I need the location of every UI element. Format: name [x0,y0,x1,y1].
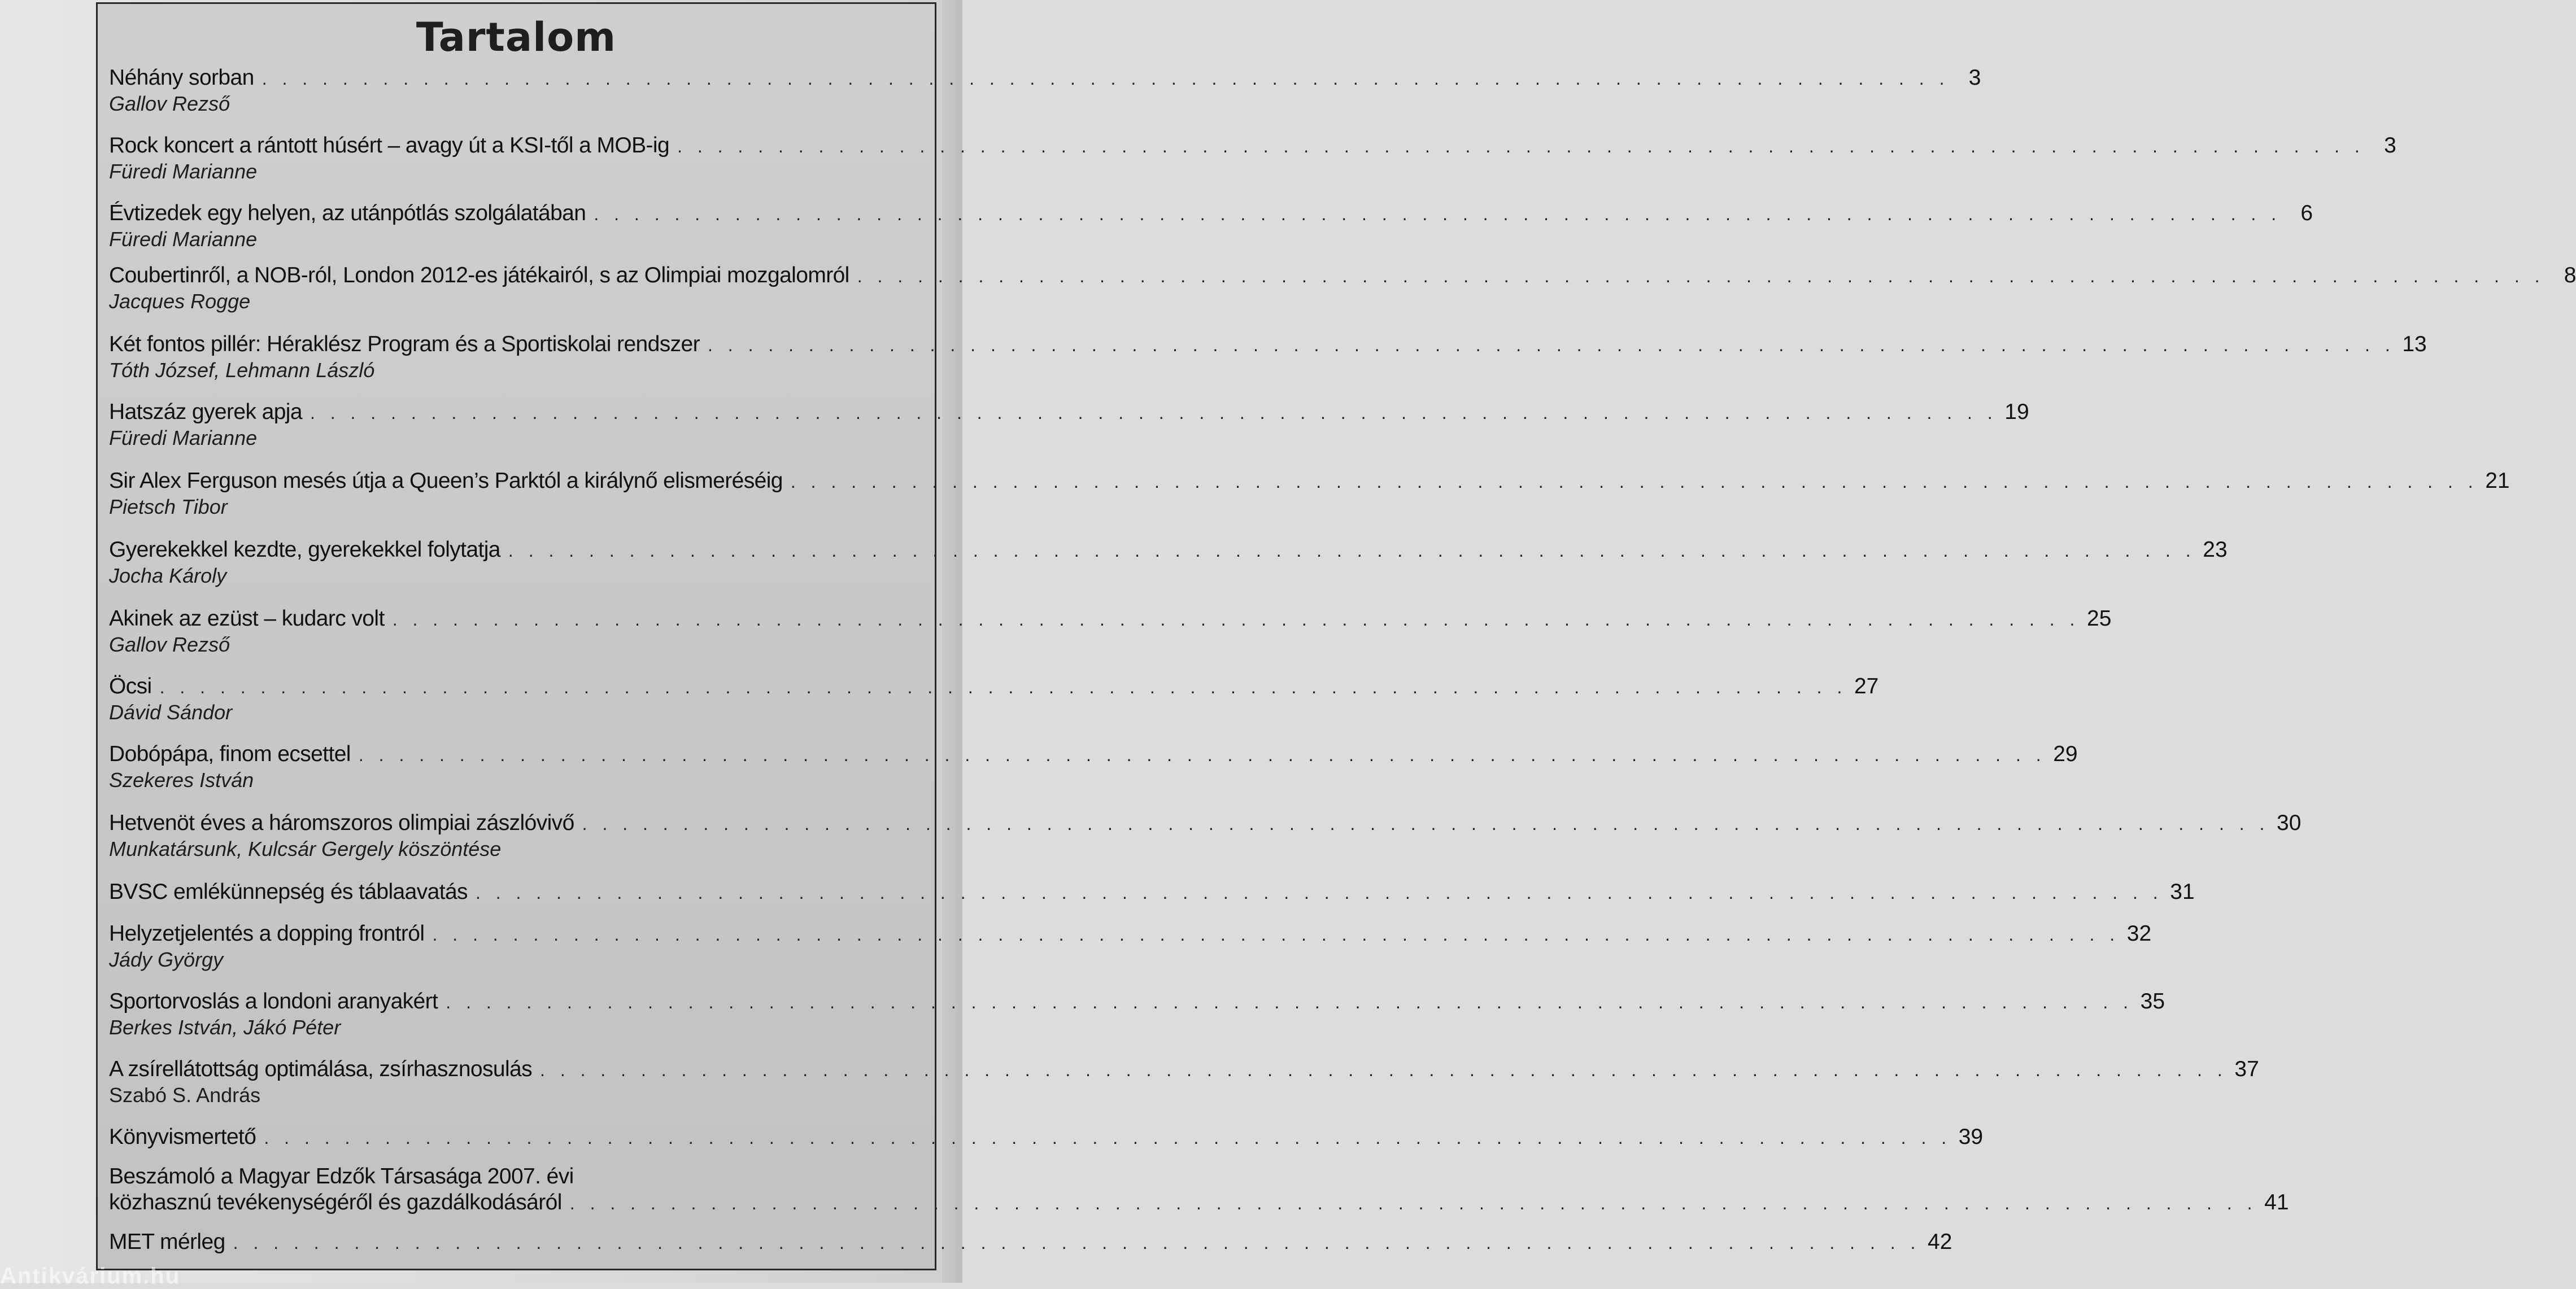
entry-author: Munkatársunk, Kulcsár Gergely köszöntése [109,837,502,860]
toc-entry [109,1124,1984,1151]
entry-title-line-2: közhasznú tevékenységéről és gazdálkodásáról [109,1190,562,1214]
entry-author: Jacques Rogge [109,290,251,313]
entry-title: Könyvismertető [109,1125,256,1149]
toc-entry [109,399,2029,451]
page-number: 21 [2485,469,2510,493]
entry-author: Pietsch Tibor [109,495,228,518]
toc-entry [109,65,1981,116]
entry-author: Dávid Sándor [109,701,233,724]
page-number: 37 [2234,1057,2259,1081]
page-number: 35 [2140,989,2165,1013]
entry-title: BVSC emlékünnepség és táblaavatás [109,880,468,904]
dot-leader: . . . . . . . . . . . . . . . . . . . . . . . . . . . . . . . . . . . . . . . . . . . . . . . . . . . . . . . . . . . . . . . . . . . . . . . . . . . . . . . . . . . . [233,1233,1921,1253]
toc-title: Tartalom [416,14,617,60]
dot-leader: . . . . . . . . . . . . . . . . . . . . . . . . . . . . . . . . . . . . . . . . . . . . . . . . . . . . . . . . . . . . . . . . . . . . . . . . . . . . . . . . . . . . [508,540,2196,561]
dot-leader: . . . . . . . . . . . . . . . . . . . . . . . . . . . . . . . . . . . . . . . . . . . . . . . . . . . . . . . . . . . . . . . . . . . . . . . . . . . . . . . . . . . . [677,136,2365,156]
toc-entry [109,921,2152,972]
page-number: 30 [2277,811,2302,835]
dot-leader: . . . . . . . . . . . . . . . . . . . . . . . . . . . . . . . . . . . . . . . . . . . . . . . . . . . . . . . . . . . . . . . . . . . . . . . . . . . . . . . . . . . . [159,677,1847,697]
toc-entry [109,331,2427,383]
entry-title: Évtizedek egy helyen, az utánpótlás szolgálatában [109,201,586,225]
entry-title: A zsírellátottság optimálása, zsírhasznosulás [109,1057,533,1081]
watermark: Antikvárium.hu [0,1264,181,1288]
page-number: 13 [2402,332,2427,356]
entry-title: Hatszáz gyerek apja [109,400,302,424]
entry-title: Akinek az ezüst – kudarc volt [109,606,385,631]
page-number: 32 [2126,921,2152,946]
toc-entry [109,1164,2289,1216]
dot-leader: . . . . . . . . . . . . . . . . . . . . . . . . . . . . . . . . . . . . . . . . . . . . . . . . . . . . . . . . . . . . . . . . . . . . . . . . . . . . . . . . . . . . [392,609,2080,630]
dot-leader: . . . . . . . . . . . . . . . . . . . . . . . . . . . . . . . . . . . . . . . . . . . . . . . . . . . . . . . . . . . . . . . . . . . . . . . . . . . . . . . . . . . . [569,1193,2257,1213]
dot-leader: . . . . . . . . . . . . . . . . . . . . . . . . . . . . . . . . . . . . . . . . . . . . . . . . . . . . . . . . . . . . . . . . . . . . . . . . . . . . . . . . . . . . [857,266,2545,286]
page-number: 41 [2264,1190,2289,1214]
page-number: 3 [1968,65,1981,90]
entry-title: Néhány sorban [109,65,254,90]
dot-leader: . . . . . . . . . . . . . . . . . . . . . . . . . . . . . . . . . . . . . . . . . . . . . . . . . . . . . . . . . . . . . . . . . . . . . . . . . . . . . . . . . . . . [708,335,2395,355]
entry-author: Jády György [109,948,224,971]
toc-entry [109,133,2396,184]
entry-title: Öcsi [109,674,152,698]
toc-entry [109,263,2576,314]
page-number: 19 [2004,400,2029,424]
entry-title-line-1: Beszámoló a Magyar Edzők Társasága 2007. évi [109,1164,574,1188]
toc-entry [109,741,2078,793]
entry-author: Füredi Marianne [109,160,258,183]
entry-author: Jocha Károly [109,564,227,587]
toc-entry [109,1229,1952,1256]
entry-author: Gallov Rezső [109,633,230,656]
toc-entry [109,606,2112,657]
dot-leader: . . . . . . . . . . . . . . . . . . . . . . . . . . . . . . . . . . . . . . . . . . . . . . . . . . . . . . . . . . . . . . . . . . . . . . . . . . . . . . . . . . . . [790,471,2478,492]
page-number: 8 [2564,263,2576,287]
entry-title: Helyzetjelentés a dopping frontról [109,921,425,946]
page-number: 25 [2087,606,2112,631]
dot-leader: . . . . . . . . . . . . . . . . . . . . . . . . . . . . . . . . . . . . . . . . . . . . . . . . . . . . . . . . . . . . . . . . . . . . . . . . . . . . . . . . . . . . [261,68,1950,89]
page-number: 39 [1958,1125,1984,1149]
entry-title: Hetvenöt éves a háromszoros olimpiai zászlóvivő [109,811,574,835]
dot-leader: . . . . . . . . . . . . . . . . . . . . . . . . . . . . . . . . . . . . . . . . . . . . . . . . . . . . . . . . . . . . . . . . . . . . . . . . . . . . . . . . . . . . [264,1128,1952,1148]
entry-title: MET mérleg [109,1230,225,1254]
dot-leader: . . . . . . . . . . . . . . . . . . . . . . . . . . . . . . . . . . . . . . . . . . . . . . . . . . . . . . . . . . . . . . . . . . . . . . . . . . . . . . . . . . . . [310,403,1998,423]
page-number: 31 [2170,880,2195,904]
toc-entry [109,537,2228,588]
page-number: 23 [2203,538,2228,562]
entry-title: Sportorvoslás a londoni aranyakért [109,989,438,1013]
entry-author: Füredi Marianne [109,228,258,251]
toc-entry [109,1056,2259,1108]
dot-leader: . . . . . . . . . . . . . . . . . . . . . . . . . . . . . . . . . . . . . . . . . . . . . . . . . . . . . . . . . . . . . . . . . . . . . . . . . . . . . . . . . . . . [446,992,2134,1012]
entry-title: Két fontos pillér: Héraklész Program és a Sportiskolai rendszer [109,332,700,356]
entry-title: Rock koncert a rántott húsért – avagy út a KSI-től a MOB-ig [109,133,670,158]
entry-title: Coubertinről, a NOB-ról, London 2012-es játékairól, s az Olimpiai mozgalomról [109,263,849,287]
toc-entry [109,674,1879,725]
toc-entry [109,879,2195,906]
entry-author: Szabó S. András [109,1083,261,1107]
dot-leader: . . . . . . . . . . . . . . . . . . . . . . . . . . . . . . . . . . . . . . . . . . . . . . . . . . . . . . . . . . . . . . . . . . . . . . . . . . . . . . . . . . . . [594,204,2282,224]
entry-title: Dobópápa, finom ecsettel [109,742,351,766]
entry-author: Füredi Marianne [109,426,258,449]
toc-entry [109,468,2510,519]
page-number: 29 [2053,742,2078,766]
dot-leader: . . . . . . . . . . . . . . . . . . . . . . . . . . . . . . . . . . . . . . . . . . . . . . . . . . . . . . . . . . . . . . . . . . . . . . . . . . . . . . . . . . . . [475,882,2163,903]
toc-entry [109,200,2313,252]
page-number: 6 [2300,201,2313,225]
dot-leader: . . . . . . . . . . . . . . . . . . . . . . . . . . . . . . . . . . . . . . . . . . . . . . . . . . . . . . . . . . . . . . . . . . . . . . . . . . . . . . . . . . . . [358,745,2046,765]
table-of-contents [96,2,2576,1270]
dot-leader: . . . . . . . . . . . . . . . . . . . . . . . . . . . . . . . . . . . . . . . . . . . . . . . . . . . . . . . . . . . . . . . . . . . . . . . . . . . . . . . . . . . . [582,814,2270,834]
dot-leader: . . . . . . . . . . . . . . . . . . . . . . . . . . . . . . . . . . . . . . . . . . . . . . . . . . . . . . . . . . . . . . . . . . . . . . . . . . . . . . . . . . . . [432,924,2120,945]
toc-entry [109,989,2165,1040]
dot-leader: . . . . . . . . . . . . . . . . . . . . . . . . . . . . . . . . . . . . . . . . . . . . . . . . . . . . . . . . . . . . . . . . . . . . . . . . . . . . . . . . . . . . [540,1060,2228,1080]
toc-entry [109,810,2302,862]
entry-author: Szekeres István [109,768,254,792]
entry-title: Sir Alex Ferguson mesés útja a Queen’s Parktól a királynő elismeréséig [109,469,783,493]
page-number: 27 [1854,674,1879,698]
page-edge [942,0,962,1283]
entry-author: Gallov Rezső [109,92,230,115]
page-number: 42 [1928,1230,1952,1254]
entry-title: Gyerekekkel kezdte, gyerekekkel folytatja [109,538,500,562]
entry-author: Tóth József, Lehmann László [109,359,375,382]
page-number: 3 [2384,133,2396,158]
entry-author: Berkes István, Jákó Péter [109,1016,341,1039]
